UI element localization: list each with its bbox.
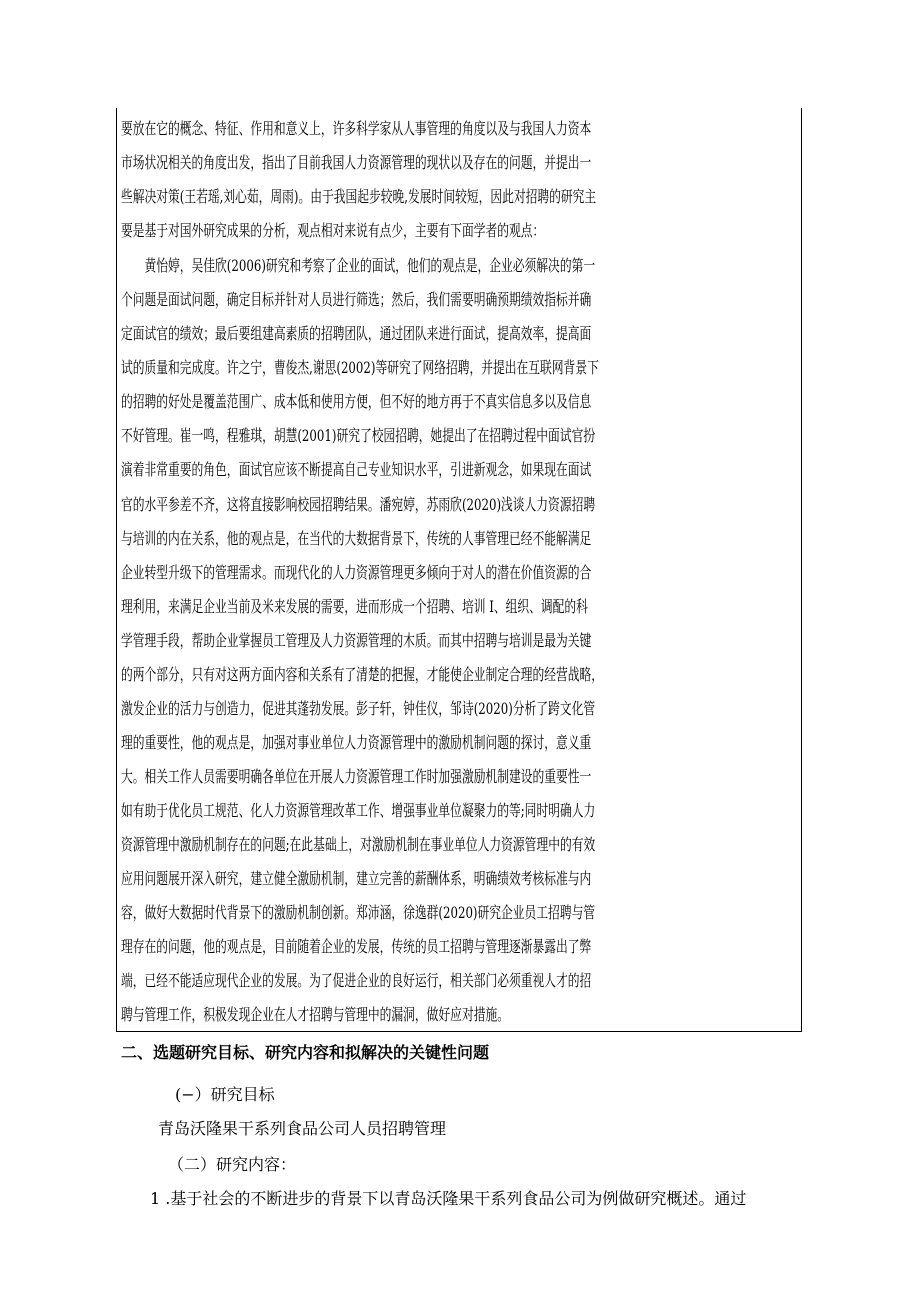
text-line-content: 演着非常重要的角色，面试官应该不断提高自己专业知识水平，引进新观念，如果现在面试 bbox=[121, 460, 592, 479]
text-line-content: 不好管理。崔一鸣，程雅琪，胡慧(2001)研究了校园招聘，她提出了在招聘过程中面试官扮 bbox=[121, 426, 596, 445]
text-line bbox=[121, 903, 920, 923]
text-line bbox=[121, 1005, 920, 1025]
text-line bbox=[121, 971, 920, 991]
text-line bbox=[121, 324, 920, 344]
text-line-content: 的招聘的好处是覆盖范围广、成本低和使用方便，但不好的地方再于不真实信息多以及信息 bbox=[121, 392, 592, 411]
text-line-content: 企业转型升级下的管理需求。而现代化的人力资源管理更多倾向于对人的潜在价值资源的合 bbox=[121, 563, 592, 582]
text-line bbox=[121, 699, 920, 719]
text-line-content: 理的重要性，他的观点是，加强对事业单位人力资源管理中的激励机制问题的探讨，意义重 bbox=[121, 733, 592, 752]
text-line bbox=[121, 392, 920, 412]
text-line bbox=[121, 665, 920, 685]
text-line-content: 资源管理中激励机制存在的问题;在此基础上，对激励机制在事业单位人力资源管理中的有效 bbox=[121, 835, 596, 854]
research-content-item-1: 1 .基于社会的不断进步的背景下以青岛沃隆果干系列食品公司为例做研究概述。通过 bbox=[150, 1189, 747, 1208]
text-line-content: 市场状况相关的角度出发，指出了目前我国人力资源管理的现状以及存在的问题，并提出一 bbox=[121, 153, 592, 172]
text-line bbox=[121, 290, 920, 310]
text-line-content: 黄怡婷，吴佳欣(2006)研究和考察了企业的面试，他们的观点是，企业必须解决的第一 bbox=[121, 256, 596, 275]
subheading-research-goal: (−）研究目标 bbox=[175, 1085, 275, 1104]
text-line-content: 理利用，来满足企业当前及米来发展的需要，进而形成一个招聘、培训 I、组织、调配的科 bbox=[121, 597, 588, 616]
text-line bbox=[121, 835, 920, 855]
text-line bbox=[121, 460, 920, 480]
text-line-content: 试的质量和完成度。许之宁，曹俊杰,谢思(2002)等研究了网络招聘，并提出在互联网背景下 bbox=[121, 358, 599, 377]
text-line bbox=[121, 937, 920, 957]
text-line bbox=[121, 529, 920, 549]
text-line-content: 端，已经不能适应现代企业的发展。为了促进企业的良好运行，相关部门必须重视人才的招 bbox=[121, 971, 592, 990]
text-line bbox=[121, 733, 920, 753]
text-line bbox=[121, 187, 920, 207]
text-line-content: 些解决对策(王若瑶,刘心茹，周雨)。由于我国起步较晚,发展时间较短，因此对招聘的研究主 bbox=[121, 187, 597, 206]
text-line-content: 与培训的内在关系，他的观点是，在当代的大数据背景下，传统的人事管理已经不能解满足 bbox=[121, 529, 592, 548]
text-line-content: 个问题是面试问题，确定目标并针对人员进行筛选；然后，我们需要明确预期绩效指标并确 bbox=[121, 290, 592, 309]
text-line bbox=[121, 495, 920, 515]
text-line bbox=[121, 153, 920, 173]
text-line-content: 要放在它的概念、特征、作用和意义上，许多科学家从人事管理的角度以及与我国人力资本 bbox=[121, 119, 592, 138]
research-goal-text: 青岛沃隆果干系列食品公司人员招聘管理 bbox=[158, 1119, 447, 1138]
text-line bbox=[121, 221, 920, 241]
text-line-content: 如有助于优化员工规范、化人力资源管理改革工作、增强事业单位凝聚力的等;同时明确人力 bbox=[121, 801, 596, 820]
text-line bbox=[121, 426, 920, 446]
text-line-content: 大。相关工作人员需要明确各单位在开展人力资源管理工作时加强激励机制建设的重要性一 bbox=[121, 767, 592, 786]
text-line bbox=[121, 801, 920, 821]
text-line-content: 激发企业的活力与创造力，促进其蓬勃发展。彭子轩，钟佳仪，邹诗(2020)分析了跨文化管 bbox=[121, 699, 596, 718]
text-line bbox=[121, 256, 920, 276]
text-line-content: 官的水平参差不齐，这将直接影响校园招聘结果。潘宛婷，苏雨欣(2020)浅谈人力资源招聘 bbox=[121, 495, 596, 514]
text-line bbox=[121, 597, 920, 617]
text-line bbox=[121, 767, 920, 787]
text-line-content: 定面试官的绩效；最后要组建高素质的招聘团队，通过团队来进行面试，提高效率，提高面 bbox=[121, 324, 592, 343]
text-line bbox=[121, 119, 920, 139]
text-line bbox=[121, 631, 920, 651]
text-line-content: 理存在的问题，他的观点是，目前随着企业的发展，传统的员工招聘与管理逐渐暴露出了弊 bbox=[121, 937, 592, 956]
text-line bbox=[121, 563, 920, 583]
text-line-content: 聘与管理工作，积极发现企业在人才招聘与管理中的漏洞，做好应对措施。 bbox=[121, 1005, 509, 1024]
section-title: 二、选题研究目标、研究内容和拟解决的关键性问题 bbox=[121, 1043, 490, 1062]
text-line-content: 容，做好大数据时代背景下的激励机制创新。郑沛涵，徐逸群(2020)研究企业员工招聘与管 bbox=[121, 903, 596, 922]
text-line-content: 学管理手段，帮助企业掌握员工管理及人力资源管理的木质。而其中招聘与培训是最为关键 bbox=[121, 631, 592, 650]
text-line-content: 的两个部分，只有对这两方面内容和关系有了清楚的把握，才能使企业制定合理的经营战略， bbox=[121, 665, 604, 684]
text-line bbox=[121, 358, 920, 378]
text-line-content: 要是基于对国外研究成果的分析，观点相对来说有点少，主要有下面学者的观点： bbox=[121, 221, 545, 240]
text-line-content: 应用问题展开深入研究，建立健全激励机制，建立完善的薪酬体系，明确绩效考核标准与内 bbox=[121, 869, 592, 888]
text-line bbox=[121, 869, 920, 889]
subheading-research-content: （二）研究内容： bbox=[168, 1155, 297, 1174]
